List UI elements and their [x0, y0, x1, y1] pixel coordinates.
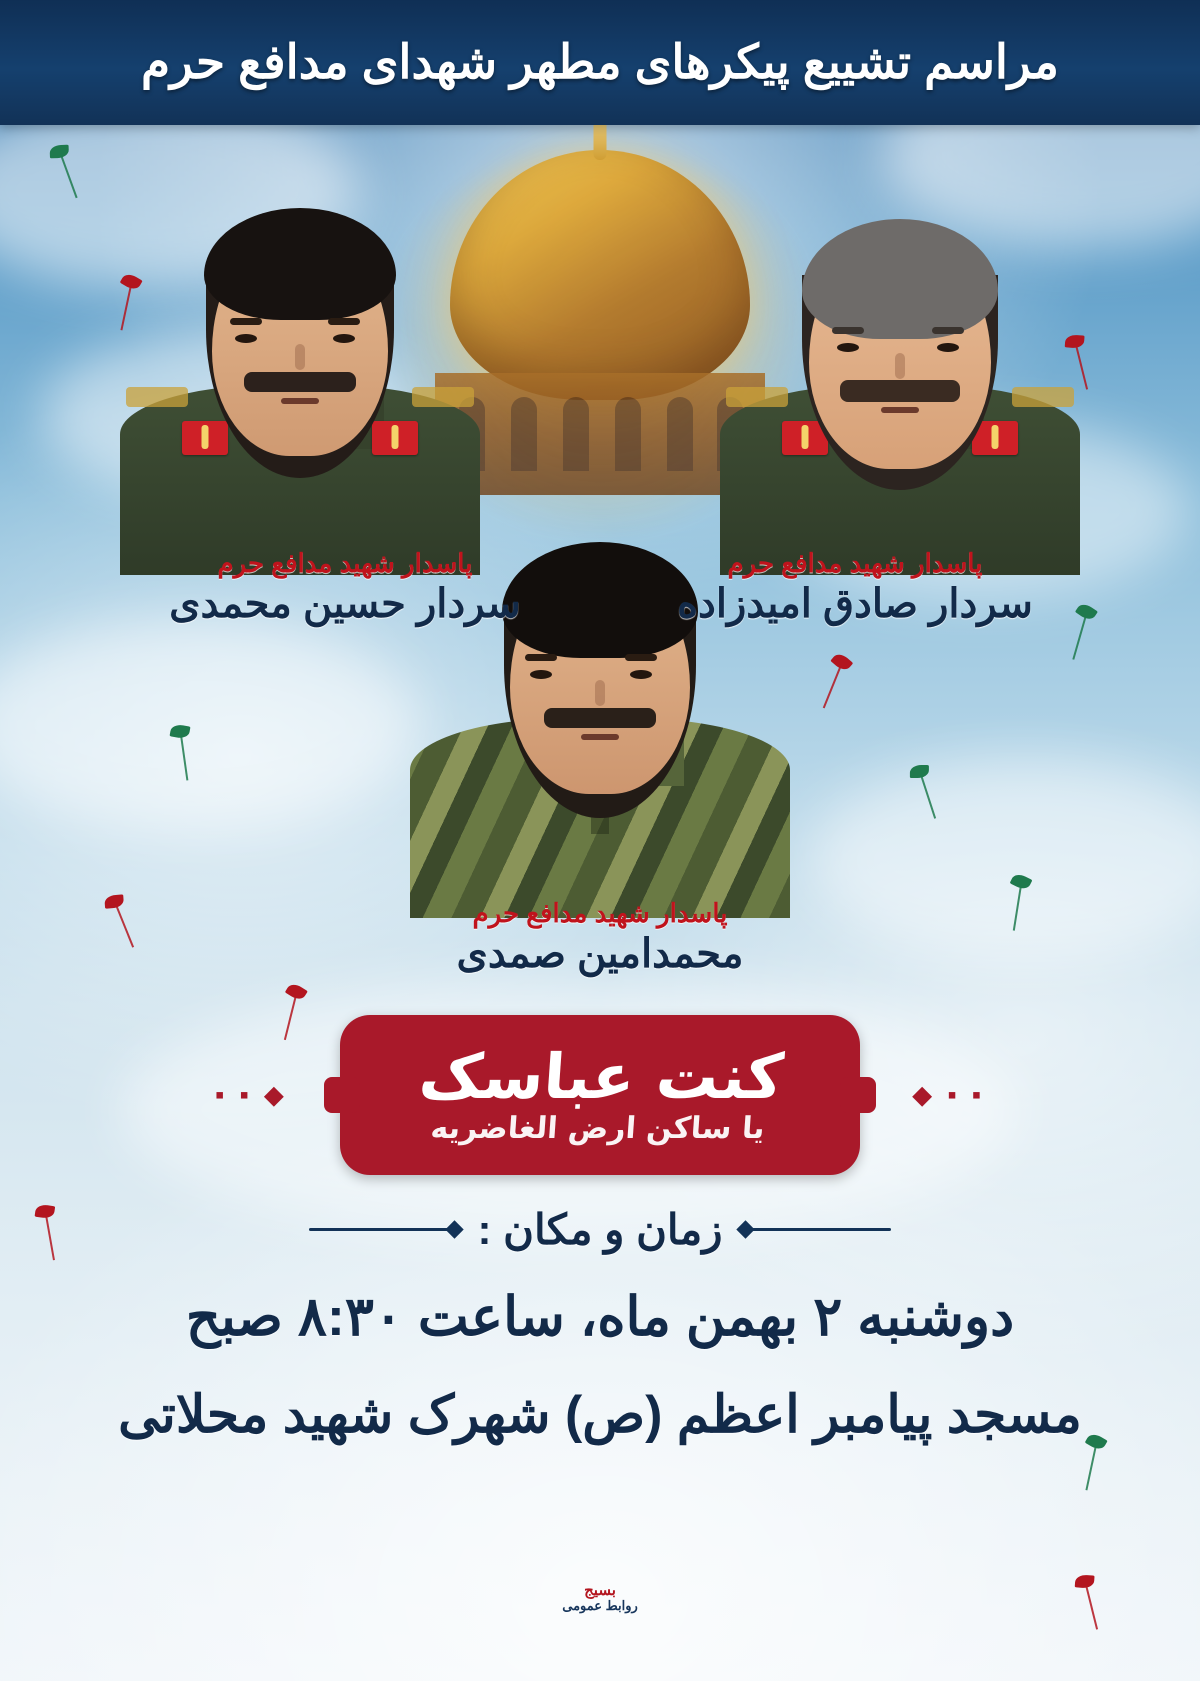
event-datetime: دوشنبه ۲ بهمن ماه، ساعت ۸:۳۰ صبح: [185, 1287, 1015, 1347]
martyr-role-left: پاسدار شهید مدافع حرم: [727, 548, 983, 578]
logo-bottom-text: روابط عمومی: [562, 1598, 638, 1614]
time-place-heading-row: [0, 1205, 1200, 1254]
martyr-name-left: سردار صادق امیدزاده: [677, 582, 1033, 626]
martyr-name-right: سردار حسین محمدی: [169, 582, 521, 626]
calligraphy-plaque: [340, 1015, 860, 1175]
martyr-role-right: پاسدار شهید مدافع حرم: [217, 548, 473, 578]
logo-top-text: بسیج: [584, 1581, 616, 1599]
martyr-label-center: [280, 898, 920, 977]
plaque-flourish-right: ▪ ▪ ◆: [912, 1079, 985, 1110]
poster-header-banner: [0, 0, 1200, 125]
martyr-label-right: [130, 548, 560, 627]
event-location: مسجد پیامبر اعظم (ص) شهرک شهید محلاتی: [118, 1386, 1082, 1444]
organization-logo: [552, 1567, 648, 1629]
plaque-line-2: کنت عباسک: [416, 1040, 786, 1113]
time-place-heading: زمان و مکان :: [477, 1206, 723, 1253]
divider-right: [309, 1228, 459, 1231]
martyr-name-center: محمدامین صمدی: [456, 932, 744, 976]
poster-title: مراسم تشییع پیکرهای مطهر شهدای مدافع حرم: [141, 35, 1059, 89]
martyr-label-left: [640, 548, 1070, 627]
plaque-line-1: یا ساکن ارض الغاضریه: [429, 1111, 766, 1146]
plaque-flourish-left: ◆ ▪ ▪: [215, 1079, 288, 1110]
divider-left: [741, 1228, 891, 1231]
cloud-decoration: [0, 620, 420, 830]
martyr-role-center: پاسدار شهید مدافع حرم: [472, 898, 728, 928]
